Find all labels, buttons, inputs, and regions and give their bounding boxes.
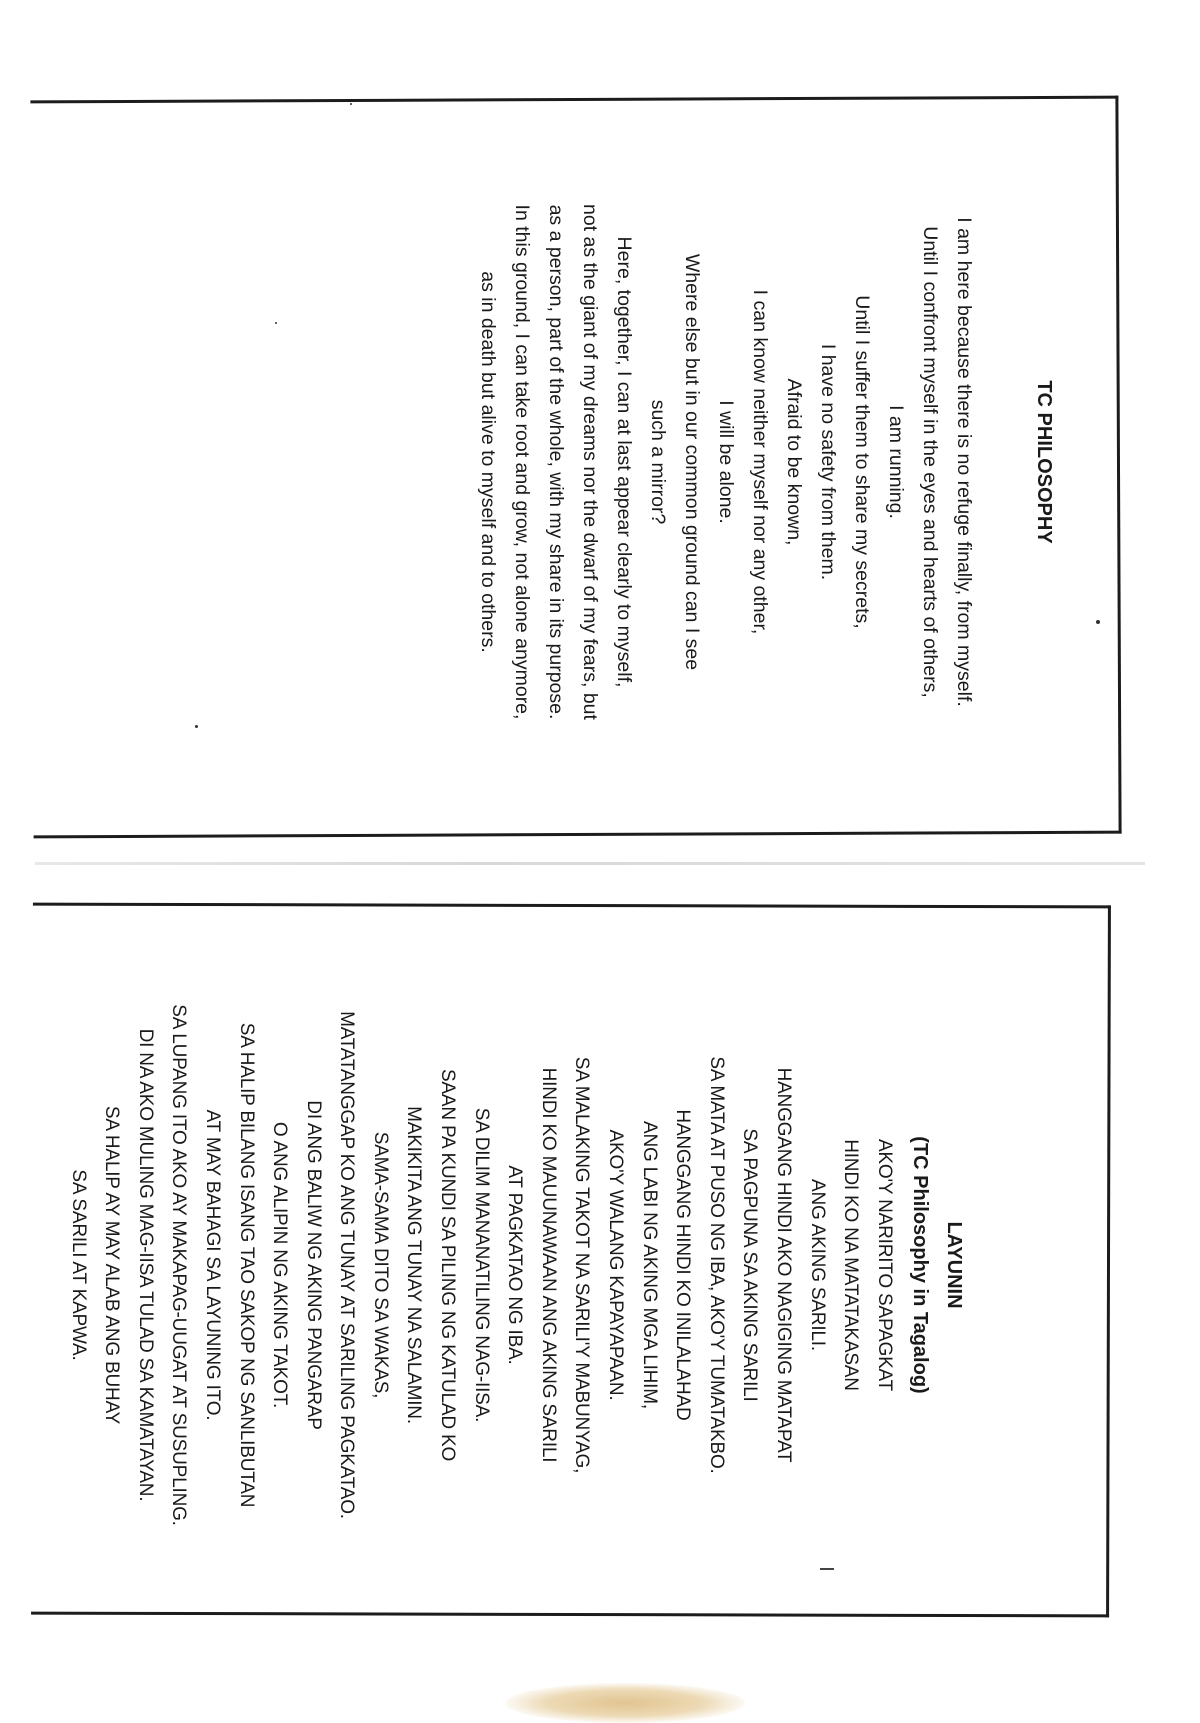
poem-line: SA MALAKING TAKOT NA SARILI'Y MABUNYAG, — [571, 1056, 593, 1474]
bottom-panel-subtitle: (TC Philosophy in Tagalog) — [909, 1136, 932, 1394]
poem-line: AKO'Y NARIRITO SAPAGKAT — [873, 1138, 895, 1392]
poem-line: Afraid to be known, — [783, 378, 805, 546]
poem-line: Until I suffer them to share my secrets, — [851, 295, 873, 629]
poem-line: O ANG ALIPIN NG AKING TAKOT. — [269, 1121, 291, 1409]
poem-line: as a person, part of the whole, with my share in its purpose. — [545, 204, 567, 720]
poem-line: Until I confront myself in the eyes and hearts of others, — [919, 226, 941, 698]
poem-line: Where else but in our common ground can I see — [681, 253, 703, 671]
poem-line: I can know neither myself nor any other, — [749, 289, 771, 635]
poem-line: AT MAY BAHAGI SA LAYUNING ITO. — [201, 1109, 223, 1421]
poem-line: SA MATA AT PUSO NG IBA, AKO'Y TUMATAKBO. — [705, 1056, 727, 1474]
bottom-panel-title: LAYUNIN — [943, 1221, 965, 1309]
poem-line: I am running. — [885, 405, 907, 519]
poem-line: HINDI KO NA MATATAKASAN — [840, 1139, 862, 1391]
poem-line: as in death but alive to myself and to others. — [477, 271, 499, 653]
poem-line: DI NA AKO MULING MAG-IISA TULAD SA KAMATAYAN. — [134, 1028, 156, 1502]
poem-line: SA HALIP BILANG ISANG TAO SAKOP NG SANLIBUTAN — [235, 1022, 257, 1508]
poem-line: I am here because there is no refuge finally, from myself. — [953, 217, 975, 707]
poem-line: ANG LABI NG AKING MGA LIHIM, — [638, 1121, 660, 1409]
poem-line: SA DILIM MANANATILING NAG-IISA. — [470, 1107, 492, 1423]
poem-line: In this ground, I can take root and grow, not alone anymore, — [511, 204, 533, 720]
poem-line: I will be alone. — [715, 400, 737, 524]
poem-line: HINDI KO MAUUNAWAAN ANG AKING SARILI — [537, 1067, 559, 1463]
top-panel-title: TC PHILOSOPHY — [1033, 380, 1055, 544]
paper-stain — [505, 1683, 745, 1723]
poem-line: I have no safety from them. — [817, 343, 839, 581]
layunin-text — [61, 915, 1090, 1615]
poem-line: such a mirror? — [647, 399, 669, 525]
poem-line: not as the giant of my dreams nor the dwarf of my fears, but — [579, 204, 601, 720]
poem-line: AT PAGKATAO NG IBA. — [504, 1165, 526, 1365]
poem-line: HANGGANG HINDI KO INILALAHAD — [672, 1109, 694, 1421]
poem-line: HANGGANG HINDI AKO NAGIGING MATAPAT — [773, 1067, 795, 1463]
poem-line: MAKIKITA ANG TUNAY NA SALAMIN. — [403, 1106, 425, 1424]
poem-line: SA SARILI AT KAPWA. — [67, 1169, 89, 1361]
poem-line: AKO'Y WALANG KAPAYAPAAN. — [605, 1129, 627, 1401]
poem-line: ANG AKING SARILI. — [806, 1179, 828, 1351]
pencil-mark — [820, 1568, 834, 1570]
poem-line: DI ANG BALIW NG AKING PANGARAP — [302, 1100, 324, 1430]
page-fold — [35, 862, 1145, 865]
poem-line: SAAN PA KUNDI SA PILING NG KATULAD KO — [437, 1068, 459, 1462]
poem-line: Here, together, I can at last appear clearly to myself, — [613, 236, 635, 688]
poem-line: MATATANGGAP KO ANG TUNAY AT SARILING PAGKATAO. — [336, 1011, 358, 1519]
poem-line: SA HALIP AY MAY ALAB ANG BUHAY — [101, 1105, 123, 1425]
tc-philosophy-text — [471, 112, 1075, 812]
poem-line: SAMA-SAMA DITO SA WAKAS, — [369, 1131, 391, 1399]
poem-line: SA LUPANG ITO AKO AY MAKAPAG-UUGAT AT SUSUPLING. — [168, 1004, 190, 1526]
poem-line: SA PAGPUNA SA AKING SARILI — [739, 1128, 761, 1402]
